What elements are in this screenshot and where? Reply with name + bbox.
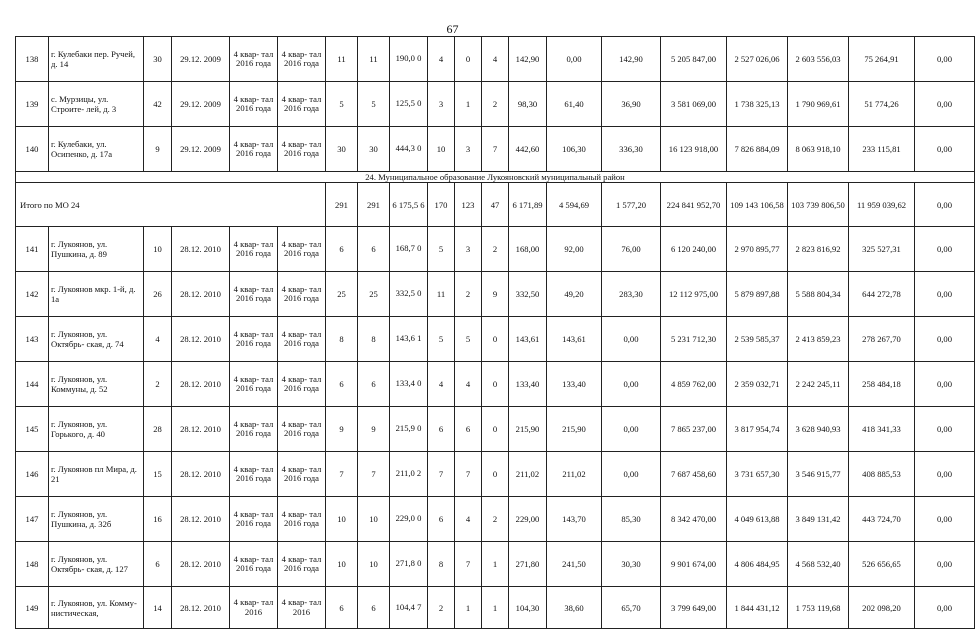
value-cell: 271,8 0 bbox=[390, 542, 428, 587]
table-row bbox=[16, 362, 975, 407]
value-cell: 10 bbox=[428, 127, 455, 172]
value-cell: 7 826 884,09 bbox=[727, 127, 788, 172]
planned-quarter-cell: 4 квар- тал 2016 года bbox=[230, 82, 278, 127]
value-cell: 5 879 897,88 bbox=[727, 272, 788, 317]
subtotal-cell: 6 171,89 bbox=[509, 183, 547, 227]
value-cell: 0,00 bbox=[915, 37, 975, 82]
value-cell: 2 413 859,23 bbox=[788, 317, 849, 362]
value-cell: 0 bbox=[482, 407, 509, 452]
planned-quarter-cell: 4 квар- тал 2016 года bbox=[230, 497, 278, 542]
date-cell: 28.12. 2010 bbox=[172, 542, 230, 587]
value-cell: 408 885,53 bbox=[849, 452, 915, 497]
row-number-cell: 145 bbox=[16, 407, 49, 452]
actual-quarter-cell: 4 квар- тал 2016 года bbox=[278, 452, 326, 497]
value-cell: 133,40 bbox=[509, 362, 547, 407]
housing-register-table bbox=[15, 36, 975, 629]
subtotal-label: Итого по МО 24 bbox=[16, 183, 326, 227]
value-cell: 4 bbox=[482, 37, 509, 82]
value-cell: 7 bbox=[326, 452, 358, 497]
value-cell: 6 bbox=[358, 587, 390, 629]
planned-quarter-cell: 4 квар- тал 2016 года bbox=[230, 317, 278, 362]
section-row bbox=[16, 172, 975, 183]
subtotal-cell: 123 bbox=[455, 183, 482, 227]
value-cell: 0,00 bbox=[915, 317, 975, 362]
address-cell: г. Лукоянов пл Мира, д. 21 bbox=[49, 452, 144, 497]
value-cell: 4 bbox=[455, 362, 482, 407]
value-cell: 1 bbox=[455, 587, 482, 629]
value-cell: 15 bbox=[144, 452, 172, 497]
value-cell: 229,0 0 bbox=[390, 497, 428, 542]
value-cell: 7 bbox=[428, 452, 455, 497]
date-cell: 28.12. 2010 bbox=[172, 317, 230, 362]
value-cell: 168,7 0 bbox=[390, 227, 428, 272]
row-number-cell: 138 bbox=[16, 37, 49, 82]
row-number-cell: 140 bbox=[16, 127, 49, 172]
value-cell: 4 bbox=[428, 362, 455, 407]
date-cell: 29.12. 2009 bbox=[172, 37, 230, 82]
value-cell: 418 341,33 bbox=[849, 407, 915, 452]
value-cell: 271,80 bbox=[509, 542, 547, 587]
value-cell: 0,00 bbox=[915, 452, 975, 497]
value-cell: 51 774,26 bbox=[849, 82, 915, 127]
value-cell: 1 bbox=[455, 82, 482, 127]
value-cell: 0,00 bbox=[915, 587, 975, 629]
section-title: 24. Муниципальное образование Лукояновский муниципальный район bbox=[16, 172, 975, 183]
value-cell: 30 bbox=[326, 127, 358, 172]
row-number-cell: 147 bbox=[16, 497, 49, 542]
actual-quarter-cell: 4 квар- тал 2016 года bbox=[278, 82, 326, 127]
value-cell: 3 bbox=[428, 82, 455, 127]
value-cell: 4 859 762,00 bbox=[661, 362, 727, 407]
value-cell: 3 546 915,77 bbox=[788, 452, 849, 497]
row-number-cell: 144 bbox=[16, 362, 49, 407]
value-cell: 202 098,20 bbox=[849, 587, 915, 629]
value-cell: 233 115,81 bbox=[849, 127, 915, 172]
table-row bbox=[16, 82, 975, 127]
value-cell: 6 bbox=[358, 227, 390, 272]
planned-quarter-cell: 4 квар- тал 2016 bbox=[230, 587, 278, 629]
planned-quarter-cell: 4 квар- тал 2016 года bbox=[230, 127, 278, 172]
value-cell: 1 738 325,13 bbox=[727, 82, 788, 127]
value-cell: 258 484,18 bbox=[849, 362, 915, 407]
subtotal-cell: 224 841 952,70 bbox=[661, 183, 727, 227]
subtotal-cell: 0,00 bbox=[915, 183, 975, 227]
subtotal-cell: 47 bbox=[482, 183, 509, 227]
planned-quarter-cell: 4 квар- тал 2016 года bbox=[230, 407, 278, 452]
value-cell: 0,00 bbox=[915, 127, 975, 172]
planned-quarter-cell: 4 квар- тал 2016 года bbox=[230, 227, 278, 272]
value-cell: 3 581 069,00 bbox=[661, 82, 727, 127]
table-row bbox=[16, 127, 975, 172]
row-number-cell: 143 bbox=[16, 317, 49, 362]
value-cell: 0 bbox=[482, 317, 509, 362]
actual-quarter-cell: 4 квар- тал 2016 года bbox=[278, 497, 326, 542]
value-cell: 7 bbox=[482, 127, 509, 172]
value-cell: 6 bbox=[428, 497, 455, 542]
address-cell: г. Лукоянов мкр. 1-й, д. 1а bbox=[49, 272, 144, 317]
value-cell: 104,30 bbox=[509, 587, 547, 629]
value-cell: 26 bbox=[144, 272, 172, 317]
value-cell: 9 bbox=[482, 272, 509, 317]
value-cell: 190,0 0 bbox=[390, 37, 428, 82]
value-cell: 0,00 bbox=[915, 362, 975, 407]
value-cell: 10 bbox=[358, 497, 390, 542]
value-cell: 0 bbox=[455, 37, 482, 82]
row-number-cell: 146 bbox=[16, 452, 49, 497]
subtotal-row bbox=[16, 183, 975, 227]
value-cell: 16 bbox=[144, 497, 172, 542]
value-cell: 4 bbox=[428, 37, 455, 82]
value-cell: 5 205 847,00 bbox=[661, 37, 727, 82]
value-cell: 444,3 0 bbox=[390, 127, 428, 172]
value-cell: 10 bbox=[326, 497, 358, 542]
value-cell: 143,61 bbox=[509, 317, 547, 362]
value-cell: 4 bbox=[455, 497, 482, 542]
table-row bbox=[16, 272, 975, 317]
subtotal-cell: 11 959 039,62 bbox=[849, 183, 915, 227]
planned-quarter-cell: 4 квар- тал 2016 года bbox=[230, 452, 278, 497]
planned-quarter-cell: 4 квар- тал 2016 года bbox=[230, 542, 278, 587]
date-cell: 28.12. 2010 bbox=[172, 497, 230, 542]
table-row bbox=[16, 452, 975, 497]
date-cell: 28.12. 2010 bbox=[172, 272, 230, 317]
value-cell: 106,30 bbox=[547, 127, 602, 172]
row-number-cell: 139 bbox=[16, 82, 49, 127]
value-cell: 133,4 0 bbox=[390, 362, 428, 407]
value-cell: 8 bbox=[358, 317, 390, 362]
value-cell: 11 bbox=[358, 37, 390, 82]
value-cell: 2 242 245,11 bbox=[788, 362, 849, 407]
value-cell: 7 bbox=[358, 452, 390, 497]
value-cell: 9 901 674,00 bbox=[661, 542, 727, 587]
value-cell: 25 bbox=[358, 272, 390, 317]
value-cell: 215,90 bbox=[547, 407, 602, 452]
value-cell: 11 bbox=[428, 272, 455, 317]
date-cell: 28.12. 2010 bbox=[172, 362, 230, 407]
value-cell: 443 724,70 bbox=[849, 497, 915, 542]
actual-quarter-cell: 4 квар- тал 2016 года bbox=[278, 362, 326, 407]
value-cell: 332,5 0 bbox=[390, 272, 428, 317]
value-cell: 1 790 969,61 bbox=[788, 82, 849, 127]
value-cell: 38,60 bbox=[547, 587, 602, 629]
value-cell: 1 bbox=[482, 587, 509, 629]
subtotal-cell: 103 739 806,50 bbox=[788, 183, 849, 227]
value-cell: 325 527,31 bbox=[849, 227, 915, 272]
value-cell: 1 bbox=[482, 542, 509, 587]
value-cell: 278 267,70 bbox=[849, 317, 915, 362]
value-cell: 10 bbox=[358, 542, 390, 587]
value-cell: 3 bbox=[455, 127, 482, 172]
value-cell: 143,6 1 bbox=[390, 317, 428, 362]
value-cell: 6 120 240,00 bbox=[661, 227, 727, 272]
planned-quarter-cell: 4 квар- тал 2016 года bbox=[230, 272, 278, 317]
subtotal-cell: 291 bbox=[358, 183, 390, 227]
value-cell: 98,30 bbox=[509, 82, 547, 127]
value-cell: 12 112 975,00 bbox=[661, 272, 727, 317]
address-cell: г. Кулебаки пер. Ручей, д. 14 bbox=[49, 37, 144, 82]
row-number-cell: 141 bbox=[16, 227, 49, 272]
value-cell: 42 bbox=[144, 82, 172, 127]
value-cell: 85,30 bbox=[602, 497, 661, 542]
value-cell: 10 bbox=[326, 542, 358, 587]
value-cell: 2 bbox=[482, 497, 509, 542]
value-cell: 2 823 816,92 bbox=[788, 227, 849, 272]
actual-quarter-cell: 4 квар- тал 2016 года bbox=[278, 37, 326, 82]
value-cell: 7 687 458,60 bbox=[661, 452, 727, 497]
value-cell: 0,00 bbox=[915, 407, 975, 452]
address-cell: г. Лукоянов, ул. Пушкина, д. 89 bbox=[49, 227, 144, 272]
value-cell: 143,61 bbox=[547, 317, 602, 362]
value-cell: 1 753 119,68 bbox=[788, 587, 849, 629]
section-block bbox=[16, 172, 975, 227]
table-body-bottom bbox=[16, 227, 975, 629]
planned-quarter-cell: 4 квар- тал 2016 года bbox=[230, 37, 278, 82]
value-cell: 3 628 940,93 bbox=[788, 407, 849, 452]
value-cell: 5 231 712,30 bbox=[661, 317, 727, 362]
subtotal-cell: 1 577,20 bbox=[602, 183, 661, 227]
value-cell: 2 bbox=[482, 82, 509, 127]
address-cell: г. Лукоянов, ул. Октябрь- ская, д. 127 bbox=[49, 542, 144, 587]
value-cell: 211,0 2 bbox=[390, 452, 428, 497]
address-cell: г. Кулебаки, ул. Осипенко, д. 17а bbox=[49, 127, 144, 172]
value-cell: 61,40 bbox=[547, 82, 602, 127]
value-cell: 6 bbox=[326, 227, 358, 272]
date-cell: 29.12. 2009 bbox=[172, 82, 230, 127]
value-cell: 3 bbox=[455, 227, 482, 272]
value-cell: 5 bbox=[326, 82, 358, 127]
value-cell: 215,90 bbox=[509, 407, 547, 452]
value-cell: 4 806 484,95 bbox=[727, 542, 788, 587]
value-cell: 442,60 bbox=[509, 127, 547, 172]
value-cell: 2 527 026,06 bbox=[727, 37, 788, 82]
value-cell: 7 bbox=[455, 452, 482, 497]
actual-quarter-cell: 4 квар- тал 2016 года bbox=[278, 127, 326, 172]
value-cell: 0 bbox=[482, 452, 509, 497]
value-cell: 9 bbox=[144, 127, 172, 172]
address-cell: г. Лукоянов, ул. Октябрь- ская, д. 74 bbox=[49, 317, 144, 362]
value-cell: 7 bbox=[455, 542, 482, 587]
value-cell: 14 bbox=[144, 587, 172, 629]
value-cell: 133,40 bbox=[547, 362, 602, 407]
date-cell: 29.12. 2009 bbox=[172, 127, 230, 172]
value-cell: 5 bbox=[428, 227, 455, 272]
value-cell: 8 bbox=[428, 542, 455, 587]
value-cell: 211,02 bbox=[509, 452, 547, 497]
value-cell: 10 bbox=[144, 227, 172, 272]
value-cell: 4 bbox=[144, 317, 172, 362]
actual-quarter-cell: 4 квар- тал 2016 года bbox=[278, 317, 326, 362]
value-cell: 142,90 bbox=[602, 37, 661, 82]
value-cell: 6 bbox=[326, 587, 358, 629]
subtotal-cell: 6 175,5 6 bbox=[390, 183, 428, 227]
value-cell: 0,00 bbox=[547, 37, 602, 82]
table-row bbox=[16, 542, 975, 587]
value-cell: 9 bbox=[326, 407, 358, 452]
value-cell: 49,20 bbox=[547, 272, 602, 317]
address-cell: г. Лукоянов, ул. Комму- нистическая, bbox=[49, 587, 144, 629]
value-cell: 1 844 431,12 bbox=[727, 587, 788, 629]
subtotal-cell: 4 594,69 bbox=[547, 183, 602, 227]
date-cell: 28.12. 2010 bbox=[172, 407, 230, 452]
value-cell: 6 bbox=[358, 362, 390, 407]
value-cell: 36,90 bbox=[602, 82, 661, 127]
value-cell: 5 bbox=[455, 317, 482, 362]
value-cell: 8 bbox=[326, 317, 358, 362]
date-cell: 28.12. 2010 bbox=[172, 452, 230, 497]
value-cell: 526 656,65 bbox=[849, 542, 915, 587]
actual-quarter-cell: 4 квар- тал 2016 года bbox=[278, 407, 326, 452]
value-cell: 241,50 bbox=[547, 542, 602, 587]
value-cell: 0,00 bbox=[602, 362, 661, 407]
value-cell: 2 970 895,77 bbox=[727, 227, 788, 272]
value-cell: 6 bbox=[455, 407, 482, 452]
address-cell: г. Лукоянов, ул. Коммуны, д. 52 bbox=[49, 362, 144, 407]
value-cell: 0 bbox=[482, 362, 509, 407]
actual-quarter-cell: 4 квар- тал 2016 года bbox=[278, 542, 326, 587]
planned-quarter-cell: 4 квар- тал 2016 года bbox=[230, 362, 278, 407]
actual-quarter-cell: 4 квар- тал 2016 bbox=[278, 587, 326, 629]
value-cell: 8 342 470,00 bbox=[661, 497, 727, 542]
value-cell: 2 bbox=[144, 362, 172, 407]
address-cell: г. Лукоянов, ул. Горького, д. 40 bbox=[49, 407, 144, 452]
value-cell: 0,00 bbox=[915, 497, 975, 542]
value-cell: 229,00 bbox=[509, 497, 547, 542]
value-cell: 143,70 bbox=[547, 497, 602, 542]
value-cell: 2 bbox=[455, 272, 482, 317]
table-row bbox=[16, 317, 975, 362]
value-cell: 6 bbox=[144, 542, 172, 587]
row-number-cell: 148 bbox=[16, 542, 49, 587]
address-cell: г. Лукоянов, ул. Пушкина, д. 32б bbox=[49, 497, 144, 542]
value-cell: 6 bbox=[428, 407, 455, 452]
value-cell: 16 123 918,00 bbox=[661, 127, 727, 172]
subtotal-cell: 291 bbox=[326, 183, 358, 227]
value-cell: 75 264,91 bbox=[849, 37, 915, 82]
value-cell: 215,9 0 bbox=[390, 407, 428, 452]
value-cell: 4 049 613,88 bbox=[727, 497, 788, 542]
value-cell: 211,02 bbox=[547, 452, 602, 497]
value-cell: 8 063 918,10 bbox=[788, 127, 849, 172]
table-row bbox=[16, 587, 975, 629]
value-cell: 0,00 bbox=[915, 542, 975, 587]
value-cell: 3 731 657,30 bbox=[727, 452, 788, 497]
value-cell: 5 588 804,34 bbox=[788, 272, 849, 317]
date-cell: 28.12. 2010 bbox=[172, 227, 230, 272]
value-cell: 30,30 bbox=[602, 542, 661, 587]
table-row bbox=[16, 227, 975, 272]
value-cell: 0,00 bbox=[915, 272, 975, 317]
row-number-cell: 142 bbox=[16, 272, 49, 317]
value-cell: 7 865 237,00 bbox=[661, 407, 727, 452]
value-cell: 104,4 7 bbox=[390, 587, 428, 629]
value-cell: 25 bbox=[326, 272, 358, 317]
page-number: 67 bbox=[446, 22, 459, 36]
actual-quarter-cell: 4 квар- тал 2016 года bbox=[278, 227, 326, 272]
table-row bbox=[16, 37, 975, 82]
row-number-cell: 149 bbox=[16, 587, 49, 629]
value-cell: 28 bbox=[144, 407, 172, 452]
value-cell: 0,00 bbox=[602, 317, 661, 362]
value-cell: 11 bbox=[326, 37, 358, 82]
value-cell: 5 bbox=[428, 317, 455, 362]
value-cell: 65,70 bbox=[602, 587, 661, 629]
value-cell: 2 603 556,03 bbox=[788, 37, 849, 82]
actual-quarter-cell: 4 квар- тал 2016 года bbox=[278, 272, 326, 317]
value-cell: 30 bbox=[144, 37, 172, 82]
value-cell: 9 bbox=[358, 407, 390, 452]
value-cell: 142,90 bbox=[509, 37, 547, 82]
table-row bbox=[16, 497, 975, 542]
value-cell: 332,50 bbox=[509, 272, 547, 317]
value-cell: 0,00 bbox=[602, 452, 661, 497]
value-cell: 644 272,78 bbox=[849, 272, 915, 317]
table-row bbox=[16, 407, 975, 452]
value-cell: 0,00 bbox=[915, 82, 975, 127]
value-cell: 4 568 532,40 bbox=[788, 542, 849, 587]
value-cell: 3 849 131,42 bbox=[788, 497, 849, 542]
value-cell: 3 817 954,74 bbox=[727, 407, 788, 452]
date-cell: 28.12. 2010 bbox=[172, 587, 230, 629]
value-cell: 92,00 bbox=[547, 227, 602, 272]
value-cell: 168,00 bbox=[509, 227, 547, 272]
value-cell: 30 bbox=[358, 127, 390, 172]
value-cell: 125,5 0 bbox=[390, 82, 428, 127]
table-body-top bbox=[16, 37, 975, 172]
subtotal-cell: 170 bbox=[428, 183, 455, 227]
value-cell: 2 bbox=[428, 587, 455, 629]
value-cell: 76,00 bbox=[602, 227, 661, 272]
value-cell: 283,30 bbox=[602, 272, 661, 317]
value-cell: 2 bbox=[482, 227, 509, 272]
subtotal-cell: 109 143 106,58 bbox=[727, 183, 788, 227]
value-cell: 2 359 032,71 bbox=[727, 362, 788, 407]
address-cell: с. Мурзицы, ул. Строите- лей, д. 3 bbox=[49, 82, 144, 127]
value-cell: 336,30 bbox=[602, 127, 661, 172]
value-cell: 2 539 585,37 bbox=[727, 317, 788, 362]
value-cell: 3 799 649,00 bbox=[661, 587, 727, 629]
value-cell: 6 bbox=[326, 362, 358, 407]
value-cell: 5 bbox=[358, 82, 390, 127]
value-cell: 0,00 bbox=[915, 227, 975, 272]
value-cell: 0,00 bbox=[602, 407, 661, 452]
